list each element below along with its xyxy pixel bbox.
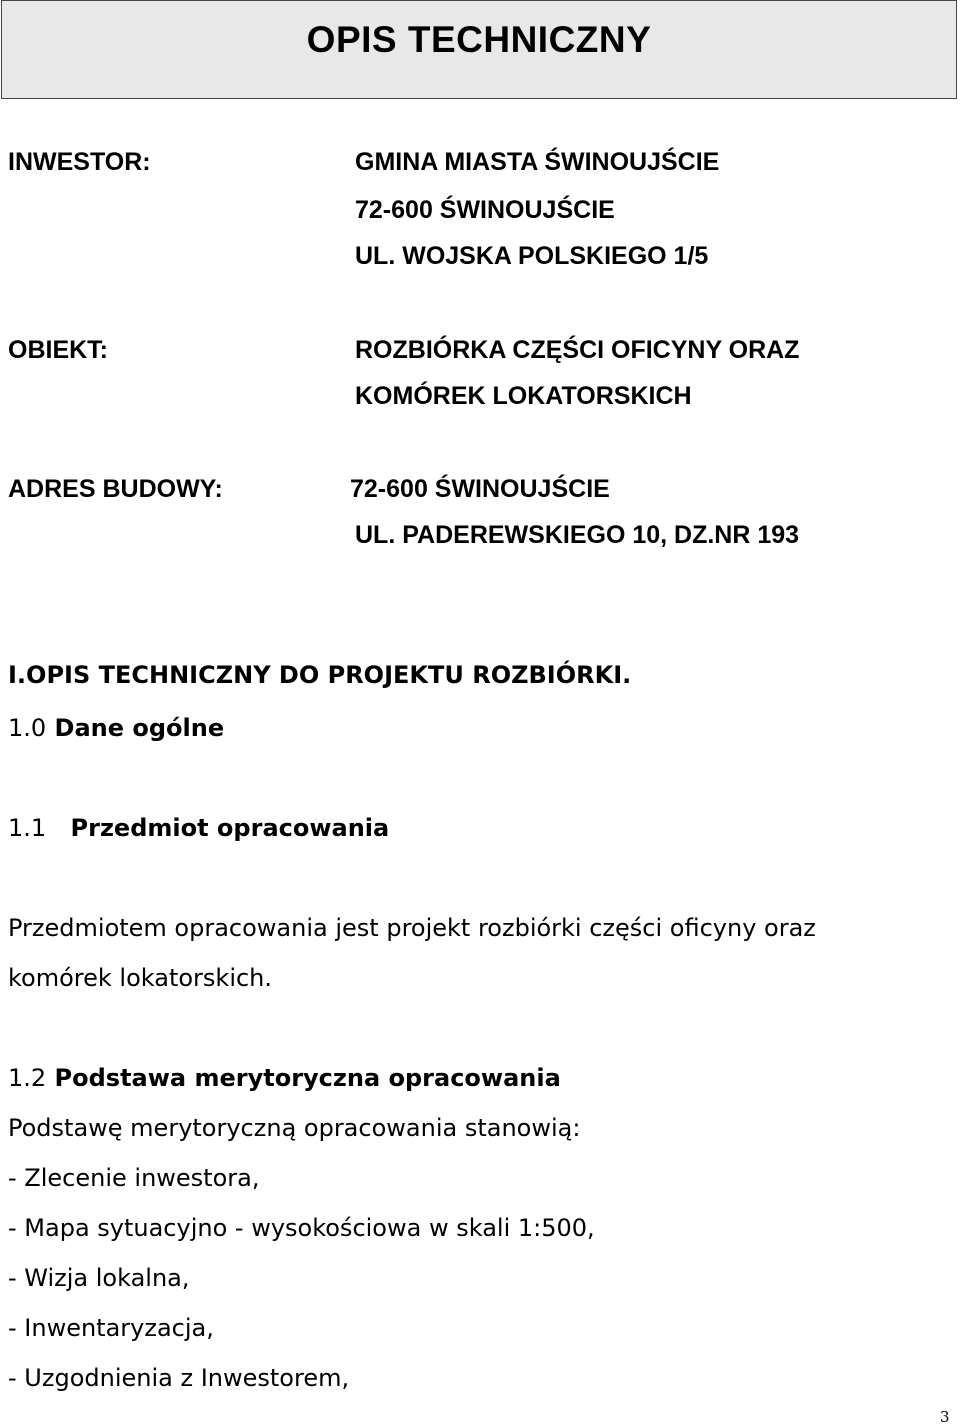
adres-line-2: UL. PADEREWSKIEGO 10, DZ.NR 193: [355, 521, 800, 549]
paragraph-1-1-line-1: Przedmiotem opracowania jest projekt rozbiórki części oficyny oraz: [8, 914, 816, 942]
list-item: - Zlecenie inwestora,: [8, 1164, 260, 1192]
heading-1-0: [8, 714, 224, 742]
heading-1-2-title: Podstawa merytoryczna opracowania: [54, 1064, 561, 1092]
inwestor-line-1: GMINA MIASTA ŚWINOUJŚCIE: [355, 148, 720, 176]
list-item: - Wizja lokalna,: [8, 1264, 190, 1292]
list-item: - Uzgodnienia z Inwestorem,: [8, 1364, 350, 1392]
adres-line-1: 72-600 ŚWINOUJŚCIE: [350, 475, 610, 503]
heading-1-0-title: Dane ogólne: [54, 714, 225, 742]
paragraph-1-2-intro: Podstawę merytoryczną opracowania stanowią:: [8, 1114, 581, 1142]
heading-1-1-number: 1.1: [8, 814, 47, 842]
list-item: - Inwentaryzacja,: [8, 1314, 214, 1342]
heading-1-1: [8, 814, 389, 842]
list-item: - Mapa sytuacyjno - wysokościowa w skali 1:500,: [8, 1214, 595, 1242]
obiekt-line-1: ROZBIÓRKA CZĘŚCI OFICYNY ORAZ: [355, 336, 800, 364]
obiekt-line-2: KOMÓREK LOKATORSKICH: [355, 382, 692, 410]
title-box: [1, 0, 957, 99]
document-title: OPIS TECHNICZNY: [306, 19, 652, 60]
heading-1-1-title: Przedmiot opracowania: [70, 814, 390, 842]
inwestor-label: INWESTOR:: [8, 148, 151, 176]
obiekt-label: OBIEKT:: [8, 336, 108, 364]
inwestor-line-3: UL. WOJSKA POLSKIEGO 1/5: [355, 242, 709, 270]
inwestor-line-2: 72-600 ŚWINOUJŚCIE: [355, 196, 615, 224]
heading-1-0-number: 1.0: [8, 714, 47, 742]
heading-1-2-number: 1.2: [8, 1064, 47, 1092]
adres-label: ADRES BUDOWY:: [8, 475, 223, 503]
heading-1-2: [8, 1064, 561, 1092]
page-number: 3: [940, 1408, 950, 1426]
section-title: I.OPIS TECHNICZNY DO PROJEKTU ROZBIÓRKI.: [8, 661, 632, 689]
paragraph-1-1-line-2: komórek lokatorskich.: [8, 964, 273, 992]
